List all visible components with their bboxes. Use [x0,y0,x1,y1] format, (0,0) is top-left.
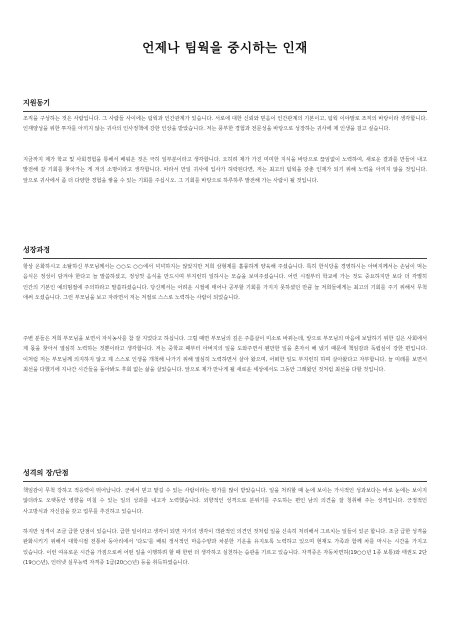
section-divider [23,258,427,259]
section-paragraph: 하지만 성격이 조금 급한 단점이 있습니다. 급한 일이라고 생각이 되면 자기의 생각이 객관적인 의견인 것처럼 일을 신속히 처리해서 그르치는 일들이 있곤 합니다. 조금 급한 성격을 완화시키기 위해서 대학시절 전통차 동아리에서 '다도'를 배워 정서적인 마음수양과 차분한 기운을 유지토록 노력하고 있으며 현재도 가족과 함께 차를 마시는 시간을 가지고 있습니다. 이런 여유로운 시간을 가짐으로써 어떤 일을 이행하려 할 때 한번 더 생각하고 실천하는 습관을 기르고 있습니다. 자격증은 자동차면허(19○○년 1종 보통)와 태권도 2단(19○○년), 인터넷 실무능력 자격증 1급(20○○년) 등을 취득하였습니다. [23,529,427,566]
section-heading-growth: 성장과정 [23,246,51,254]
document-title: 언제나 팀웍을 중시하는 인재 [142,40,308,55]
section-heading-personality: 성격의 장/단점 [23,469,69,477]
section-divider [23,481,427,482]
section-paragraph: 주변 분들은 저희 부모님을 보면서 자식농사를 참 잘 지었다고 하십니다. 그럴 때면 부모님의 깊은 주름살이 미소로 바뀌는데, 앞으로 부모님의 마음에 보답하기 위한 길은 사회에서 제 몫을 찾아서 열심히 노력하는 것뿐이라고 생각합니다. 저는 중학교 때부터 아버지의 일을 도와주면서 웬만한 일을 혼자서 해 냈기 때문에 책임감과 독립심이 강한 편입니다. 이처럼 저는 부모님께 의지하지 않고 제 스스로 인생을 개척해 나가기 위해 열심히 노력하면서 살아 왔으며, 어떠한 일도 부지런히 하며 살아왔다고 자부합니다. 늘 미래를 보면서 최선을 다했기에 지나간 시간들을 돌아봐도 후회 없는 삶을 살았습니다. 앞으로 제가 만나게 될 새로운 세상에서도 그동안 그래왔던 것처럼 최선을 다할 것입니다. [23,336,427,373]
section-paragraph: 지금까지 제가 학교 및 사회경험을 통해서 배워온 것은 극히 일부분이라고 생각합니다. 오히려 제가 가진 미미한 지식을 바탕으로 끊임없이 노력하여, 새로운 결과를 만들어 내고 발전해 갈 기회를 찾아가는 게 저의 소명이라고 생각합니다. 따라서 만일 귀사에 입사가 허락된다면, 저는 최고의 팀웍을 갖춘 인재가 되기 위해 노력을 아끼지 않을 것입니다. 앞으로 귀사에서 좀 더 다양한 경험을 쌓을 수 있는 기회를 주십시오. 그 기회를 바탕으로 하루하루 발전해 가는 사람이 될 것입니다. [23,157,427,184]
section-paragraph: 책임감이 무척 강하고 적응력이 뛰어납니다. 군에서 믿고 맡길 수 있는 사람이라는 평가를 많이 받았습니다. 일을 처리할 때 눈에 보이는 가시적인 성과보다는 바로 눈에는 보이지 않더라도 오랫동안 영향을 미칠 수 있는 일의 성과를 내고자 노력했습니다. 외향적인 성격으로 분위기를 주도하는 편인 남의 의견을 잘 청취해 주는 성격입니다. 긍정적인 사고방식과 자신감을 갖고 업무를 추진하고 있습니다. [23,488,427,515]
section-heading-motivation: 지원동기 [23,99,51,107]
section-paragraph: 조직을 구성하는 것은 사람입니다. 그 사람들 사이에는 팀웍과 인간관계가 있습니다. 서로에 대한 신뢰와 믿음이 인간관계의 기본이고, 팀웍 이야말로 조직의 바탕이라 생각합니다. 인재양성을 위한 투자를 아끼지 않는 귀사의 인사정책에 강한 인상을 받았습니다. 저는 풍부한 경험과 전문성을 바탕으로 성장하는 귀사에 제 인생을 걸고 싶습니다. [23,116,427,133]
section-divider [23,111,427,112]
section-paragraph: 항상 온화하시고 소탈하신 부모님께서는 ○○도 ○○에서 넉넉하지는 않았지만 저희 삼형제를 훌륭하게 양육해 주셨습니다. 특히 한식당을 경영하시는 아버지께서는 손님이 먹는 음식은 정성이 담겨야 한다고 늘 말씀하셨고, 정성껏 음식을 만드시며 부지런히 일하시는 모습을 보여주셨습니다. 어린 시절부터 학교에 가는 것도 중요하지만 보다 더 각별히 인간의 기본인 예의범절에 주의하라고 말씀하셨습니다. 당신께서는 어려운 시절에 태어나 공부할 기회를 가지지 못하셨던 만큼 늘 저희들에게는 최고의 기회를 주기 위해서 무척 애써 오셨습니다. 그런 부모님을 보고 자라면서 저는 저절로 스스로 노력하는 사람이 되었습니다. [23,264,427,301]
